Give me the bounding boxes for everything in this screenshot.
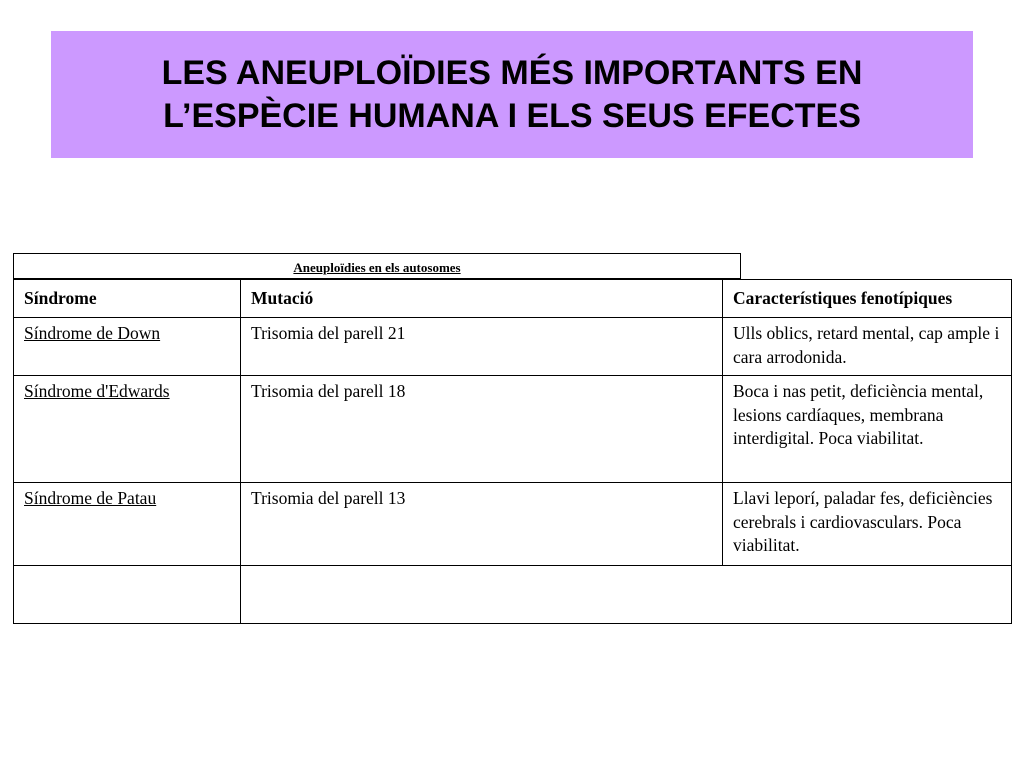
table-caption: Aneuploïdies en els autosomes	[13, 253, 741, 279]
syndrome-cell	[14, 376, 241, 483]
table-row	[14, 376, 1012, 483]
syndrome-link[interactable]: Síndrome d'Edwards	[24, 381, 170, 401]
syndrome-cell	[14, 483, 241, 566]
table-row	[14, 318, 1012, 376]
header-characteristics: Característiques fenotípiques	[723, 280, 1012, 318]
mutation-cell: Trisomia del parell 21	[241, 318, 723, 376]
mutation-cell: Trisomia del parell 18	[241, 376, 723, 483]
table-row	[14, 483, 1012, 566]
aneuploidies-table	[13, 279, 1012, 624]
syndrome-cell	[14, 318, 241, 376]
header-syndrome: Síndrome	[14, 280, 241, 318]
title-line-2: L’ESPÈCIE HUMANA I ELS SEUS EFECTES	[163, 96, 861, 135]
syndrome-link[interactable]: Síndrome de Patau	[24, 488, 157, 508]
characteristics-cell: Boca i nas petit, deficiència mental, lesions cardíaques, membrana interdigital. Poca viabilitat.	[723, 376, 1012, 483]
header-mutation: Mutació	[241, 280, 723, 318]
empty-cell	[241, 566, 1012, 624]
characteristics-cell: Ulls oblics, retard mental, cap ample i cara arrodonida.	[723, 318, 1012, 376]
mutation-cell: Trisomia del parell 13	[241, 483, 723, 566]
title-line-1: LES ANEUPLOÏDIES MÉS IMPORTANTS EN	[161, 53, 863, 92]
slide-title	[51, 31, 973, 158]
empty-cell	[14, 566, 241, 624]
characteristics-cell: Llavi leporí, paladar fes, deficiències cerebrals i cardiovasculars. Poca viabilitat.	[723, 483, 1012, 566]
header-row	[14, 280, 1012, 318]
syndrome-link[interactable]: Síndrome de Down	[24, 323, 161, 343]
empty-row	[14, 566, 1012, 624]
